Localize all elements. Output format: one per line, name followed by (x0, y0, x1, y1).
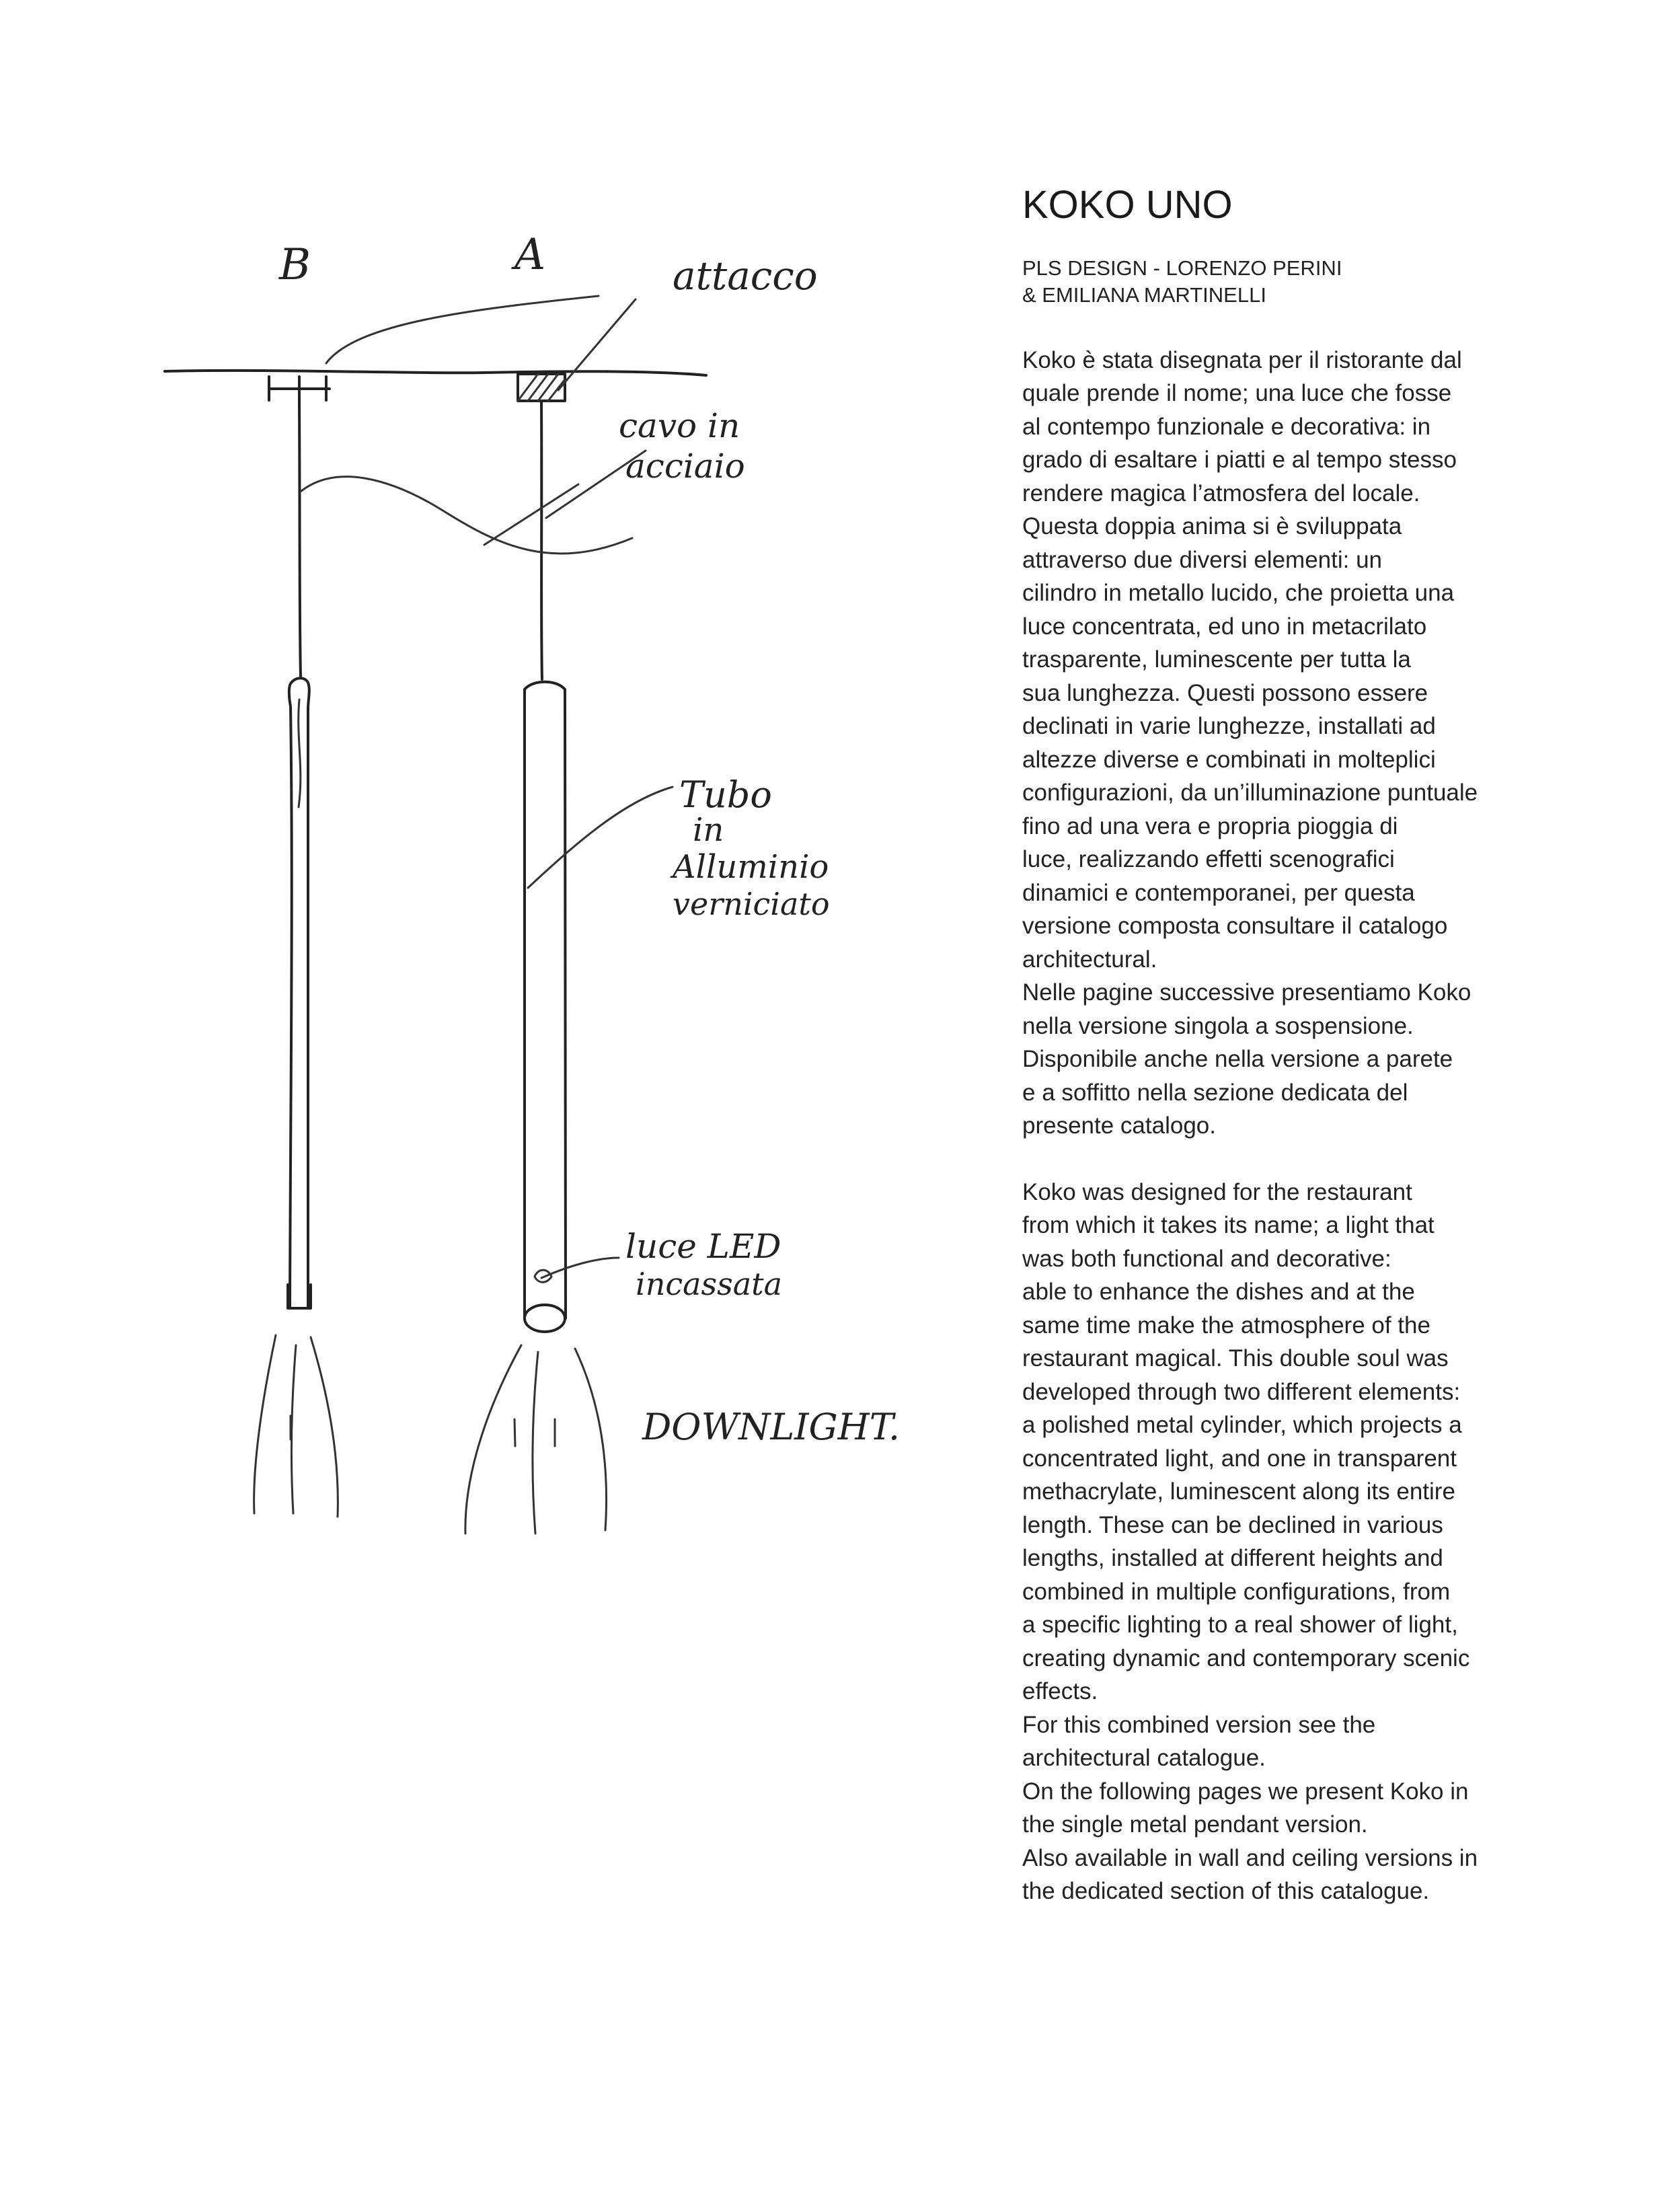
english-line: from which it takes its name; a light that (1022, 1212, 1435, 1239)
english-line: lengths, installed at different heights and (1022, 1545, 1443, 1572)
cable-b (299, 401, 301, 676)
english-line: creating dynamic and contemporary scenic (1022, 1645, 1470, 1671)
italian-line: Koko è stata disegnata per il ristorante dal (1022, 346, 1462, 373)
english-line: methacrylate, luminescent along its entire (1022, 1478, 1455, 1505)
label-a: A (514, 230, 546, 280)
italian-line: e a soffitto nella sezione dedicata del (1022, 1079, 1408, 1106)
mount-a (518, 374, 565, 401)
label-tubo-3: Alluminio (673, 848, 829, 886)
leader-cavo (301, 451, 646, 554)
paragraph-gap (1022, 1143, 1574, 1176)
italian-line: fino ad una vera e propria pioggia di (1022, 813, 1398, 839)
english-line: developed through two different elements: (1022, 1378, 1461, 1405)
english-line: restaurant magical. This double soul was (1022, 1345, 1449, 1372)
leader-attacco (326, 296, 636, 390)
italian-line: sua lunghezza. Questi possono essere (1022, 679, 1428, 706)
italian-description (1022, 344, 1574, 1143)
leader-led (541, 1258, 619, 1278)
label-tubo-4: verniciato (673, 886, 830, 922)
italian-line: versione composta consultare il catalogo (1022, 913, 1448, 940)
italian-line: Questa doppia anima si è sviluppata (1022, 513, 1402, 540)
design-sketch (135, 215, 982, 1574)
designer-credit (1022, 255, 1574, 309)
english-line: was both functional and decorative: (1022, 1245, 1391, 1272)
english-line: a specific lighting to a real shower of light, (1022, 1612, 1458, 1638)
italian-line: nella versione singola a sospensione. (1022, 1012, 1414, 1039)
english-line: combined in multiple configurations, from (1022, 1578, 1451, 1605)
tube-a (524, 682, 566, 1318)
english-line: concentrated light, and one in transparent (1022, 1445, 1457, 1472)
italian-line: dinamici e contemporanei, per questa (1022, 879, 1415, 906)
italian-line: quale prende il nome; una luce che fosse (1022, 380, 1452, 407)
italian-line: attraverso due diversi elementi: un (1022, 546, 1382, 573)
label-led-2: incassata (636, 1266, 783, 1302)
credit-line: PLS DESIGN - LORENZO PERINI (1022, 256, 1342, 280)
label-attacco: attacco (673, 253, 818, 299)
page-title: KOKO UNO (1022, 183, 1233, 227)
english-description (1022, 1176, 1574, 1908)
italian-line: luce concentrata, ed uno in metacrilato (1022, 613, 1427, 640)
english-line: On the following pages we present Koko in (1022, 1778, 1469, 1805)
english-line: the single metal pendant version. (1022, 1811, 1368, 1838)
tube-a-end (525, 1305, 565, 1332)
english-line: architectural catalogue. (1022, 1745, 1266, 1772)
english-line: a polished metal cylinder, which projects a (1022, 1412, 1462, 1439)
english-line: For this combined version see the (1022, 1711, 1376, 1738)
ceiling-line (165, 371, 706, 375)
italian-line: Disponibile anche nella versione a parete (1022, 1046, 1453, 1073)
italian-line: al contempo funzionale e decorativa: in (1022, 413, 1431, 440)
english-line: same time make the atmosphere of the (1022, 1312, 1430, 1338)
label-led-1: luce LED (625, 1227, 781, 1266)
leader-tubo (528, 787, 673, 888)
italian-line: grado di esaltare i piatti e al tempo stesso (1022, 447, 1457, 474)
italian-line: declinati in varie lunghezze, installati ad (1022, 713, 1436, 740)
italian-line: cilindro in metallo lucido, che proietta una (1022, 580, 1455, 607)
label-b: B (279, 240, 311, 290)
italian-line: trasparente, luminescente per tutta la (1022, 646, 1411, 673)
label-downlight: DOWNLIGHT. (642, 1406, 900, 1448)
italian-line: configurazioni, da un’illuminazione puntuale (1022, 780, 1478, 806)
sketch-drawing (135, 215, 982, 1574)
rays-b (254, 1335, 338, 1517)
label-cavo-1: cavo in (619, 406, 740, 445)
english-line: the dedicated section of this catalogue. (1022, 1878, 1430, 1905)
cable-a (541, 401, 542, 679)
credit-line: & EMILIANA MARTINELLI (1022, 282, 1266, 307)
italian-line: Nelle pagine successive presentiamo Koko (1022, 979, 1472, 1006)
rays-a (465, 1345, 607, 1534)
label-tubo-1: Tubo (679, 774, 772, 816)
italian-line: luce, realizzando effetti scenografici (1022, 846, 1395, 873)
italian-line: rendere magica l’atmosfera del locale. (1022, 480, 1420, 506)
text-column (1022, 183, 1574, 1908)
english-line: length. These can be declined in various (1022, 1511, 1443, 1538)
tube-b-highlight (299, 700, 301, 807)
english-line: Also available in wall and ceiling versions in (1022, 1844, 1478, 1871)
mount-b (269, 377, 330, 400)
italian-line: architectural. (1022, 946, 1157, 973)
italian-line: altezze diverse e combinati in molteplici (1022, 746, 1436, 773)
english-line: effects. (1022, 1678, 1098, 1705)
english-line: able to enhance the dishes and at the (1022, 1279, 1415, 1306)
label-cavo-2: acciaio (625, 447, 745, 486)
italian-line: presente catalogo. (1022, 1112, 1216, 1139)
tube-b (288, 678, 311, 1308)
label-tubo-2: in (693, 811, 724, 849)
english-line: Koko was designed for the restaurant (1022, 1178, 1412, 1205)
